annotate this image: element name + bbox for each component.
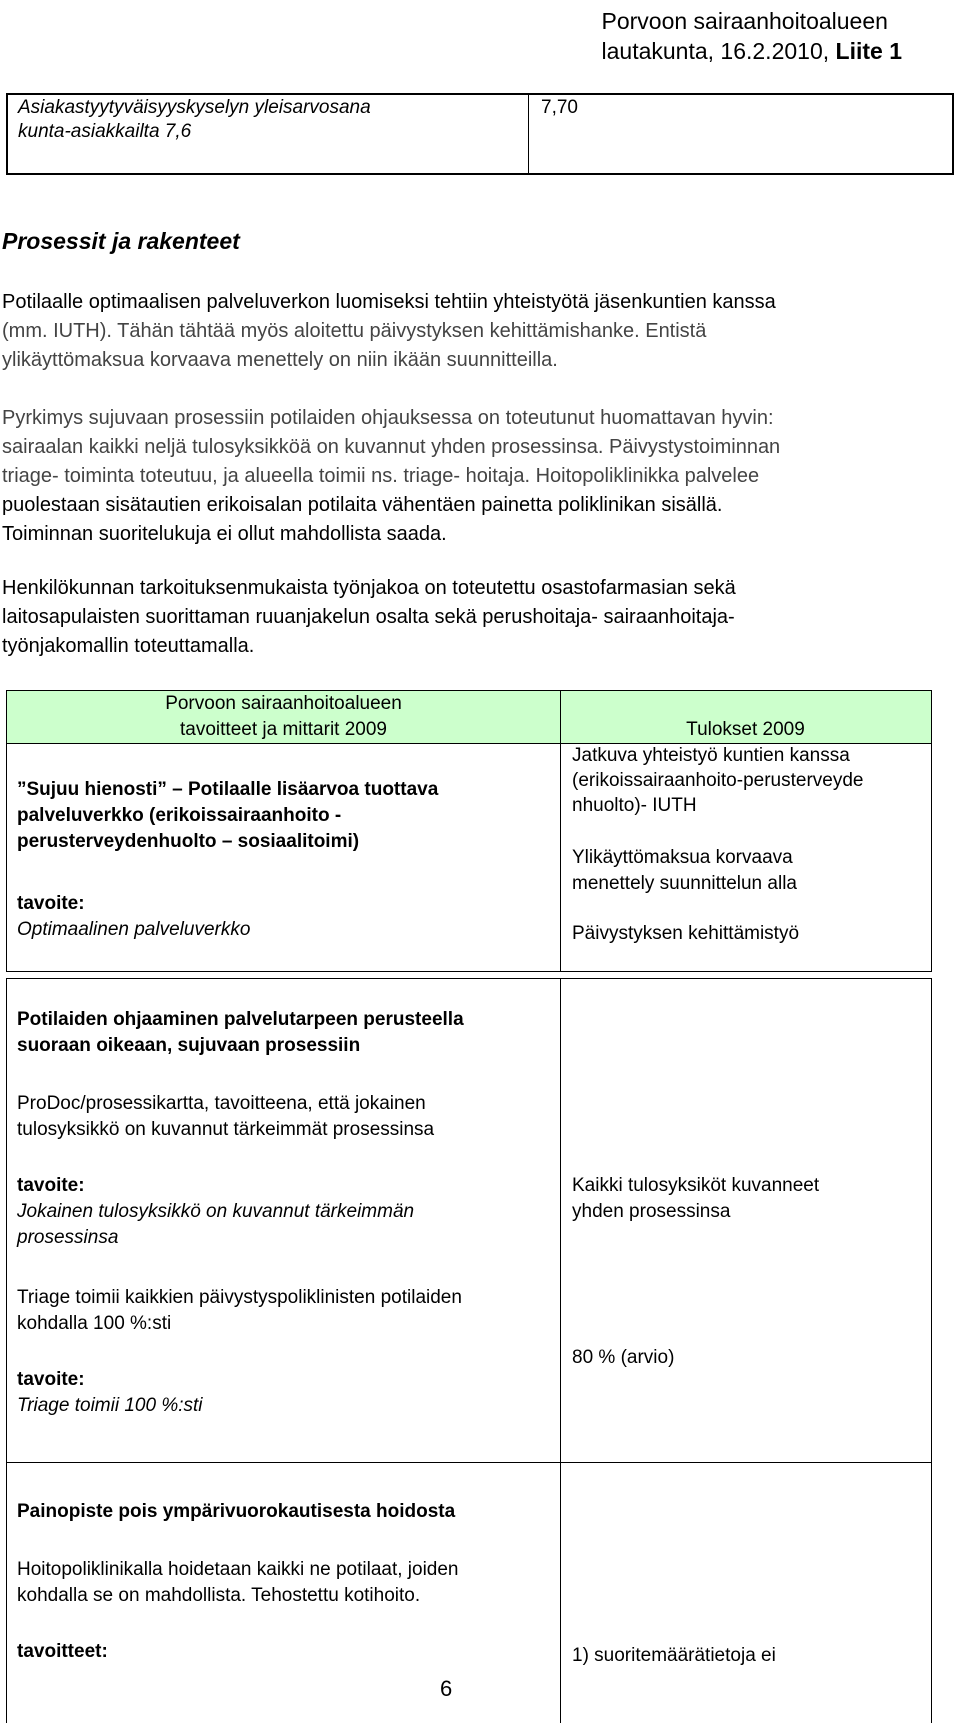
header-date: lautakunta, 16.2.2010,: [601, 38, 836, 64]
header-right: Tulokset 2009: [686, 719, 805, 740]
satisfaction-label-cell: [8, 95, 528, 173]
row3-text-line2: kohdalla se on mahdollista. Tehostettu kotihoito.: [17, 1585, 421, 1606]
satisfaction-label-line1: Asiakastyytyväisyyskyselyn yleisarvosana: [18, 97, 371, 118]
paragraph-line: laitosapulaisten suorittaman ruuanjakelun osalta sekä perushoitaja- sairaanhoitaja-: [2, 606, 735, 628]
satisfaction-label-line2: kunta-asiakkailta 7,6: [18, 121, 192, 142]
paragraph-line: Potilaalle optimaalisen palveluverkon luomiseksi tehtiin yhteistyötä jäsenkuntien kanssa: [2, 291, 776, 313]
header-line2: [602, 36, 903, 66]
row2-result2: 80 % (arvio): [572, 1347, 675, 1368]
row2-goal-label: tavoite:: [17, 1175, 85, 1196]
section-heading: Prosessit ja rakenteet: [2, 228, 240, 254]
row2-title-line1: Potilaiden ohjaaminen palvelutarpeen perusteella: [17, 1009, 464, 1030]
row1-title-line2: palveluverkko (erikoissairaanhoito -: [17, 805, 342, 826]
paragraph-1: [2, 288, 952, 375]
row2-title-line2: suoraan oikeaan, sujuvaan prosessiin: [17, 1035, 361, 1056]
goals-table-row3: [6, 1462, 932, 1723]
page-number: 6: [440, 1676, 453, 1701]
paragraph-line: Henkilökunnan tarkoituksenmukaista työnjakoa on toteutettu osastofarmasian sekä: [2, 577, 736, 599]
row1-result-a-line2: (erikoissairaanhoito-perusterveyde: [572, 770, 864, 791]
paragraph-line: työnjakomallin toteuttamalla.: [2, 635, 255, 657]
row1-goal-label: tavoite:: [17, 893, 85, 914]
row2-result1-line2: yhden prosessinsa: [572, 1201, 731, 1222]
column-divider: [560, 691, 561, 971]
column-divider: [560, 979, 561, 1462]
row2-text2-line2: kohdalla 100 %:sti: [17, 1313, 172, 1334]
row1-title-line1: ”Sujuu hienosti” – Potilaalle lisäarvoa tuottava: [17, 779, 439, 800]
satisfaction-value: 7,70: [541, 97, 578, 118]
row3-title: Painopiste pois ympärivuorokautisesta hoidosta: [17, 1501, 456, 1522]
paragraph-line: Toiminnan suoritelukuja ei ollut mahdollista saada.: [2, 523, 447, 545]
row1-result-a-line1: Jatkuva yhteistyö kuntien kanssa: [572, 745, 850, 766]
header-line1: Porvoon sairaanhoitoalueen: [601, 8, 888, 34]
header-left-line2: tavoitteet ja mittarit 2009: [180, 719, 387, 740]
row2-goal2-label: tavoite:: [17, 1369, 85, 1390]
row1-result-a-line3: nhuolto)- IUTH: [572, 795, 697, 816]
row3-text-line1: Hoitopoliklinikalla hoidetaan kaikki ne potilaat, joiden: [17, 1559, 459, 1580]
paragraph-line: ylikäyttömaksua korvaava menettely on niin ikään suunnitteilla.: [2, 349, 558, 371]
row2-goal1-line2: prosessinsa: [17, 1227, 119, 1248]
paragraph-line: triage- toiminta toteutuu, ja alueella toimii ns. triage- hoitaja. Hoitopoliklinikka palvelee: [2, 465, 760, 487]
satisfaction-value-cell: [528, 95, 953, 173]
satisfaction-table: [6, 93, 954, 175]
row2-text1-line2: tulosyksikkö on kuvannut tärkeimmät prosessinsa: [17, 1119, 435, 1140]
header-left-line1: Porvoon sairaanhoitoalueen: [165, 693, 402, 714]
header-attachment: Liite 1: [835, 38, 902, 64]
document-header: [602, 6, 903, 66]
paragraph-2: [2, 404, 952, 549]
column-divider: [560, 1463, 561, 1723]
row1-result-c: Päivystyksen kehittämistyö: [572, 923, 800, 944]
row1-result-b-line2: menettely suunnittelun alla: [572, 873, 797, 894]
goals-table-header: [7, 691, 931, 744]
row1-goal-text: Optimaalinen palveluverkko: [17, 919, 251, 940]
paragraph-line: sairaalan kaikki neljä tulosyksikköä on kuvannut yhden prosessinsa. Päivystystoiminnan: [2, 436, 781, 458]
goals-table-row2: [6, 978, 932, 1463]
paragraph-line: Pyrkimys sujuvaan prosessiin potilaiden ohjauksessa on toteutunut huomattavan hyvin:: [2, 407, 774, 429]
row1-title-line3: perusterveydenhuolto – sosiaalitoimi): [17, 831, 360, 852]
row3-goals-label: tavoitteet:: [17, 1641, 108, 1662]
row2-result1-line1: Kaikki tulosyksiköt kuvanneet: [572, 1175, 820, 1196]
row2-goal1-line1: Jokainen tulosyksikkö on kuvannut tärkeimmän: [17, 1201, 415, 1222]
row2-goal2-text: Triage toimii 100 %:sti: [17, 1395, 203, 1416]
paragraph-line: (mm. IUTH). Tähän tähtää myös aloitettu päivystyksen kehittämishanke. Entistä: [2, 320, 707, 342]
paragraph-line: puolestaan sisätautien erikoisalan potilaita vähentäen painetta poliklinikan sisällä.: [2, 494, 723, 516]
row3-result: 1) suoritemäärätietoja ei: [572, 1645, 776, 1666]
goals-table-top: [6, 690, 932, 972]
row1-result-b-line1: Ylikäyttömaksua korvaava: [572, 847, 793, 868]
row2-text1-line1: ProDoc/prosessikartta, tavoitteena, että jokainen: [17, 1093, 426, 1114]
paragraph-3: [2, 574, 952, 661]
row2-text2-line1: Triage toimii kaikkien päivystyspoliklinisten potilaiden: [17, 1287, 462, 1308]
